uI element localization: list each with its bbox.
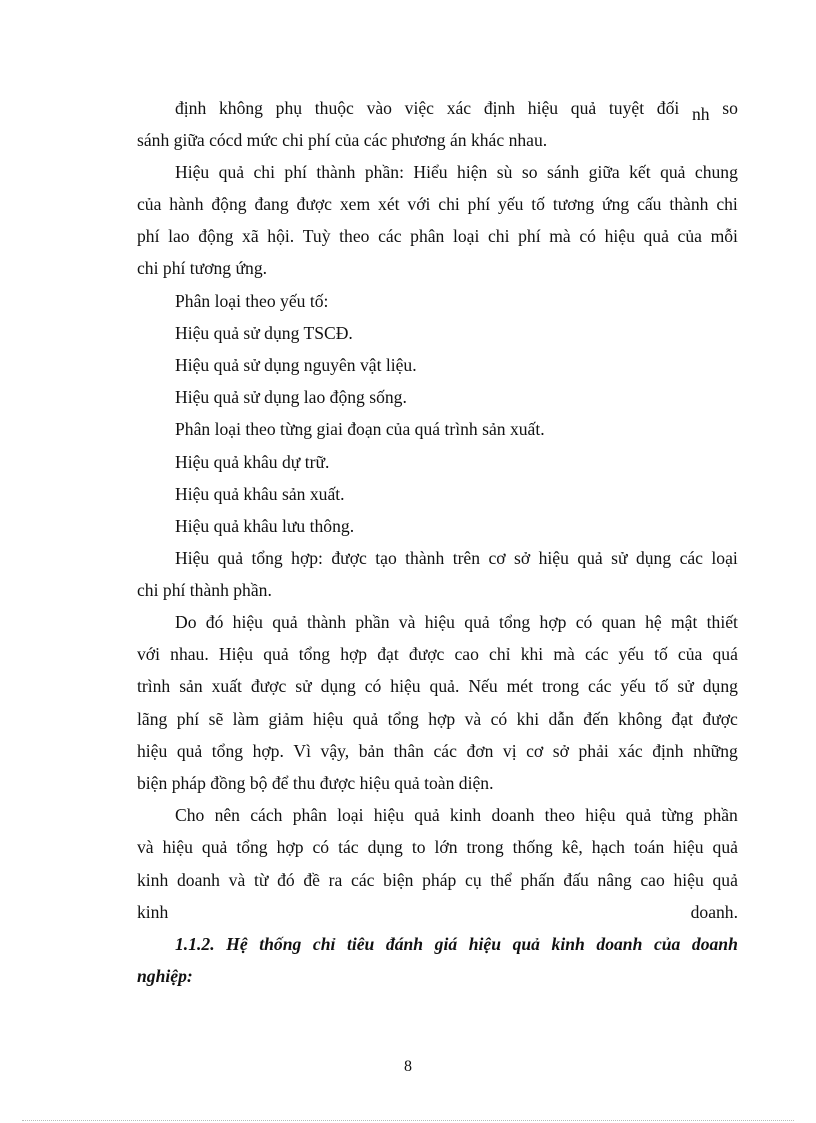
word: tổng: [211, 741, 244, 761]
paragraph-4-line-3: [137, 675, 738, 699]
word: đánh: [385, 934, 424, 954]
word: quả: [464, 612, 490, 632]
word: doanh: [491, 805, 535, 825]
word: quả: [643, 226, 669, 246]
word: hiệu: [538, 548, 569, 568]
word: Vì: [293, 741, 311, 761]
word: tác: [338, 837, 359, 857]
word: không: [218, 98, 263, 118]
word: doanh: [176, 870, 220, 890]
paragraph-2-line-1: [175, 161, 738, 185]
word: chung: [694, 162, 738, 182]
word: tổng: [387, 709, 419, 729]
list-item: Hiệu quả khâu dự trữ.: [175, 452, 330, 472]
word: định: [652, 741, 684, 761]
word: hiệu: [604, 226, 635, 246]
word: kết: [629, 162, 651, 182]
word: sở: [552, 741, 569, 761]
word: phân: [292, 805, 327, 825]
word: quả: [414, 805, 440, 825]
word: thân: [393, 741, 424, 761]
word: phải: [578, 741, 609, 761]
word: thống: [512, 837, 553, 857]
word: tố: [654, 676, 669, 696]
word: biện: [383, 870, 414, 890]
paragraph-2-line-4: chi phí tương ứng.: [137, 258, 268, 278]
word: phấn: [520, 870, 555, 890]
word: sánh: [546, 162, 580, 182]
word: tổng: [236, 837, 268, 857]
section-heading-line-2: nghiệp:: [137, 966, 193, 986]
word: cấu: [637, 194, 662, 214]
word: mà: [553, 644, 575, 664]
word: được: [296, 194, 332, 214]
word: loại: [711, 548, 738, 568]
word: hiệu: [585, 805, 616, 825]
word: trên: [452, 548, 481, 568]
paragraph-5-line-4: [137, 901, 738, 925]
word: cao: [640, 870, 665, 890]
word: với: [407, 194, 431, 214]
word: khi: [516, 709, 540, 729]
word: Hiệu: [175, 162, 210, 182]
word: Do: [175, 612, 197, 632]
word: nên: [214, 805, 240, 825]
word: tố: [531, 194, 545, 214]
word: yếu: [498, 194, 524, 214]
word: đến: [583, 709, 609, 729]
word: to: [411, 837, 426, 857]
list-item: Phân loại theo từng giai đoạn của quá trình sản xuất.: [175, 419, 545, 439]
word: thuộc: [314, 98, 354, 118]
paragraph-4-line-2: [137, 643, 738, 667]
word: những: [693, 741, 738, 761]
word: kinh: [137, 902, 169, 922]
word: ứng: [602, 194, 630, 214]
word: quả: [217, 548, 244, 568]
word: phụ: [275, 98, 303, 118]
word: loại: [452, 226, 480, 246]
word: dụng: [702, 676, 738, 696]
word: quá: [712, 644, 738, 664]
paragraph-5-line-3: [137, 869, 738, 893]
paragraph-1-line-1: [175, 97, 738, 124]
word: hiệu: [162, 837, 193, 857]
word: hiệu: [527, 98, 559, 118]
paragraph-5-line-1: [175, 804, 738, 828]
paragraph-4-line-1: [175, 611, 738, 635]
word: quả: [263, 644, 289, 664]
list-item: Hiệu quả sử dụng nguyên vật liệu.: [175, 355, 417, 375]
list-item: Hiệu quả sử dụng TSCĐ.: [175, 323, 353, 343]
paragraph-1-line-2: sánh giữa cócd mức chi phí của các phương án khác nhau.: [137, 130, 548, 150]
word: có: [575, 612, 593, 632]
word: yếu: [618, 644, 644, 664]
word: dẫn: [548, 709, 574, 729]
word: hạch: [591, 837, 625, 857]
word: vị: [502, 741, 517, 761]
word: so: [722, 98, 738, 118]
word: so: [521, 162, 538, 182]
word: hợp: [276, 837, 304, 857]
word: trình: [137, 676, 171, 696]
word: yếu: [620, 676, 646, 696]
word: tiêu: [346, 934, 375, 954]
word: quả: [660, 162, 686, 182]
word: vậy,: [320, 741, 350, 761]
paragraph-4-line-4: [137, 708, 738, 732]
word: có: [490, 709, 508, 729]
word: mà: [549, 226, 571, 246]
word: tổng: [298, 644, 331, 664]
word: tổng: [498, 612, 531, 632]
word: kinh: [137, 870, 169, 890]
word: hệ: [645, 612, 662, 632]
word: giảm: [268, 709, 304, 729]
paragraph-4-line-6: biện pháp đồng bộ để thu được hiệu quả toàn diện.: [137, 773, 494, 793]
word: sẽ: [208, 709, 224, 729]
word: chi: [438, 194, 460, 214]
word: đấu: [563, 870, 589, 890]
word: cách: [250, 805, 283, 825]
word: định: [483, 98, 516, 118]
word: lớn: [434, 837, 458, 857]
word: quả: [176, 741, 203, 761]
word: quả: [512, 934, 540, 954]
word: hiệu: [313, 709, 344, 729]
word: đó: [277, 870, 295, 890]
word: hiệu: [137, 741, 168, 761]
word: theo: [544, 805, 575, 825]
word: việc: [404, 98, 434, 118]
word: xác: [446, 98, 472, 118]
word: tương: [552, 194, 595, 214]
word: quả: [201, 837, 228, 857]
word: hợp.: [252, 741, 284, 761]
word: doanh: [691, 934, 738, 954]
word: nhau.: [170, 644, 209, 664]
word: cụ: [465, 870, 482, 890]
word: hợp: [340, 644, 368, 664]
word: phí: [467, 194, 491, 214]
word: hiện: [457, 162, 488, 182]
word: cơ: [488, 548, 506, 568]
paragraph-3-line-2: chi phí thành phần.: [137, 580, 272, 600]
list-item: Hiệu quả khâu lưu thông.: [175, 516, 355, 536]
word: của: [137, 194, 162, 214]
list-item: Phân loại theo yếu tố:: [175, 291, 329, 311]
word: và: [228, 870, 246, 890]
word: theo: [339, 226, 370, 246]
word: hiệu: [373, 805, 405, 825]
word: Hiệu: [218, 644, 254, 664]
word: đối: [656, 98, 680, 118]
word: đạt: [377, 644, 399, 664]
word: hiệu: [468, 934, 501, 954]
word: của: [653, 934, 681, 954]
word: mét: [506, 676, 533, 696]
word: loại: [337, 805, 364, 825]
word: của: [677, 226, 702, 246]
word: các: [378, 226, 402, 246]
word: cơ: [526, 741, 544, 761]
word: Cho: [175, 805, 205, 825]
word: hiệu: [232, 612, 263, 632]
word: sản: [179, 676, 203, 696]
word: của: [677, 644, 703, 664]
word: xem: [339, 194, 371, 214]
word: quả: [570, 98, 597, 118]
word: thành: [306, 612, 347, 632]
word: doanh: [596, 934, 643, 954]
word: phí: [284, 162, 307, 182]
word: dụng: [367, 837, 403, 857]
word: các: [588, 676, 612, 696]
word: dụng: [635, 548, 672, 568]
word: Nếu: [468, 676, 498, 696]
word: hợp:: [291, 548, 323, 568]
paragraph-5-line-2: [137, 836, 738, 860]
word: các: [584, 644, 609, 664]
word: động: [198, 226, 234, 246]
word: được: [408, 644, 445, 664]
word: và: [464, 709, 482, 729]
word: sử: [677, 676, 694, 696]
word: sử: [611, 548, 628, 568]
word: có: [579, 226, 596, 246]
word: đơn: [466, 741, 494, 761]
word: 1.1.2.: [175, 934, 215, 954]
word: phí: [518, 226, 541, 246]
word: xác: [618, 741, 643, 761]
word: động: [211, 194, 247, 214]
word: phần: [355, 612, 390, 632]
word: quả: [272, 612, 298, 632]
word: quả: [218, 162, 245, 182]
word: các: [679, 548, 703, 568]
word: lao: [168, 226, 190, 246]
word: kinh: [449, 805, 482, 825]
word: hợp: [539, 612, 567, 632]
word: hành: [169, 194, 204, 214]
word: Tuỳ: [302, 226, 331, 246]
list-item: Hiệu quả sử dụng lao động sống.: [175, 387, 407, 407]
word: phần:: [364, 162, 404, 182]
word: từ: [253, 870, 269, 890]
word: chi: [716, 194, 738, 214]
word: phần: [703, 805, 738, 825]
word: sở: [514, 548, 531, 568]
word: sử: [295, 676, 312, 696]
word: nâng: [597, 870, 632, 890]
word: xuất: [211, 676, 242, 696]
word: thiết: [706, 612, 738, 632]
word: không: [618, 709, 663, 729]
word: kinh: [551, 934, 585, 954]
word: Hệ: [226, 934, 248, 954]
word: định: [175, 98, 207, 118]
word: Hiệu: [175, 548, 210, 568]
word: thống: [259, 934, 302, 954]
word: trong: [541, 676, 580, 696]
word: Hiểu: [413, 162, 448, 182]
word: hiệu: [424, 612, 455, 632]
list-item: Hiệu quả khâu sản xuất.: [175, 484, 345, 504]
word: trong: [466, 837, 504, 857]
word: đề: [303, 870, 320, 890]
word: tuyệt: [608, 98, 645, 118]
word: chi: [487, 226, 510, 246]
word: có: [364, 676, 382, 696]
word: mỗi: [710, 226, 738, 246]
word: tạo: [375, 548, 397, 568]
word: hội.: [267, 226, 295, 246]
subscript-fragment: nh: [691, 104, 710, 124]
paragraph-2-line-2: [137, 193, 738, 217]
section-heading-line-1: [175, 933, 738, 957]
word: sù: [496, 162, 513, 182]
word: tổng: [251, 548, 283, 568]
word: được: [702, 709, 738, 729]
word: quan: [601, 612, 636, 632]
word: quả: [625, 805, 652, 825]
word: vào: [366, 98, 392, 118]
word: chỉ: [312, 934, 336, 954]
word: thể: [490, 870, 512, 890]
word: quả: [577, 548, 603, 568]
word: với: [137, 644, 160, 664]
word: và: [398, 612, 416, 632]
page-number: 8: [404, 1058, 412, 1075]
word: toán: [633, 837, 665, 857]
word: phí: [137, 226, 160, 246]
paragraph-3-line-1: [175, 547, 738, 571]
word: ra: [328, 870, 343, 890]
word: quả: [712, 837, 738, 857]
word: bản: [358, 741, 385, 761]
word: xét: [378, 194, 400, 214]
word: quả.: [429, 676, 460, 696]
word: được: [331, 548, 367, 568]
word: dụng: [320, 676, 356, 696]
word: đó: [205, 612, 224, 632]
word: lãng: [137, 709, 168, 729]
word: các: [351, 870, 375, 890]
word: đạt: [671, 709, 693, 729]
word: cao: [454, 644, 479, 664]
word: tố: [654, 644, 668, 664]
word: hiệu: [390, 676, 421, 696]
word: giá: [434, 934, 458, 954]
word: pháp: [422, 870, 457, 890]
word: từng: [661, 805, 694, 825]
word: chi: [253, 162, 275, 182]
paragraph-2-line-3: [137, 225, 738, 249]
word: hiệu: [673, 870, 704, 890]
word: mật: [670, 612, 698, 632]
word: hiệu: [673, 837, 704, 857]
word: hợp: [428, 709, 456, 729]
word: phí: [176, 709, 200, 729]
word: chỉ: [489, 644, 511, 664]
word: và: [137, 837, 154, 857]
word: quả: [712, 870, 738, 890]
word: các: [433, 741, 457, 761]
word: có: [312, 837, 330, 857]
word: được: [250, 676, 287, 696]
word: doanh.: [690, 902, 738, 922]
word: phân: [410, 226, 445, 246]
page-bottom-divider: [22, 1120, 794, 1121]
word: làm: [232, 709, 260, 729]
word: xã: [242, 226, 259, 246]
word: kê,: [561, 837, 583, 857]
word: quả: [352, 709, 379, 729]
word: thành: [316, 162, 356, 182]
word: thành: [405, 548, 445, 568]
word: khi: [520, 644, 544, 664]
word: giữa: [588, 162, 620, 182]
word: đang: [254, 194, 289, 214]
word: thành: [669, 194, 709, 214]
paragraph-4-line-5: [137, 740, 738, 764]
